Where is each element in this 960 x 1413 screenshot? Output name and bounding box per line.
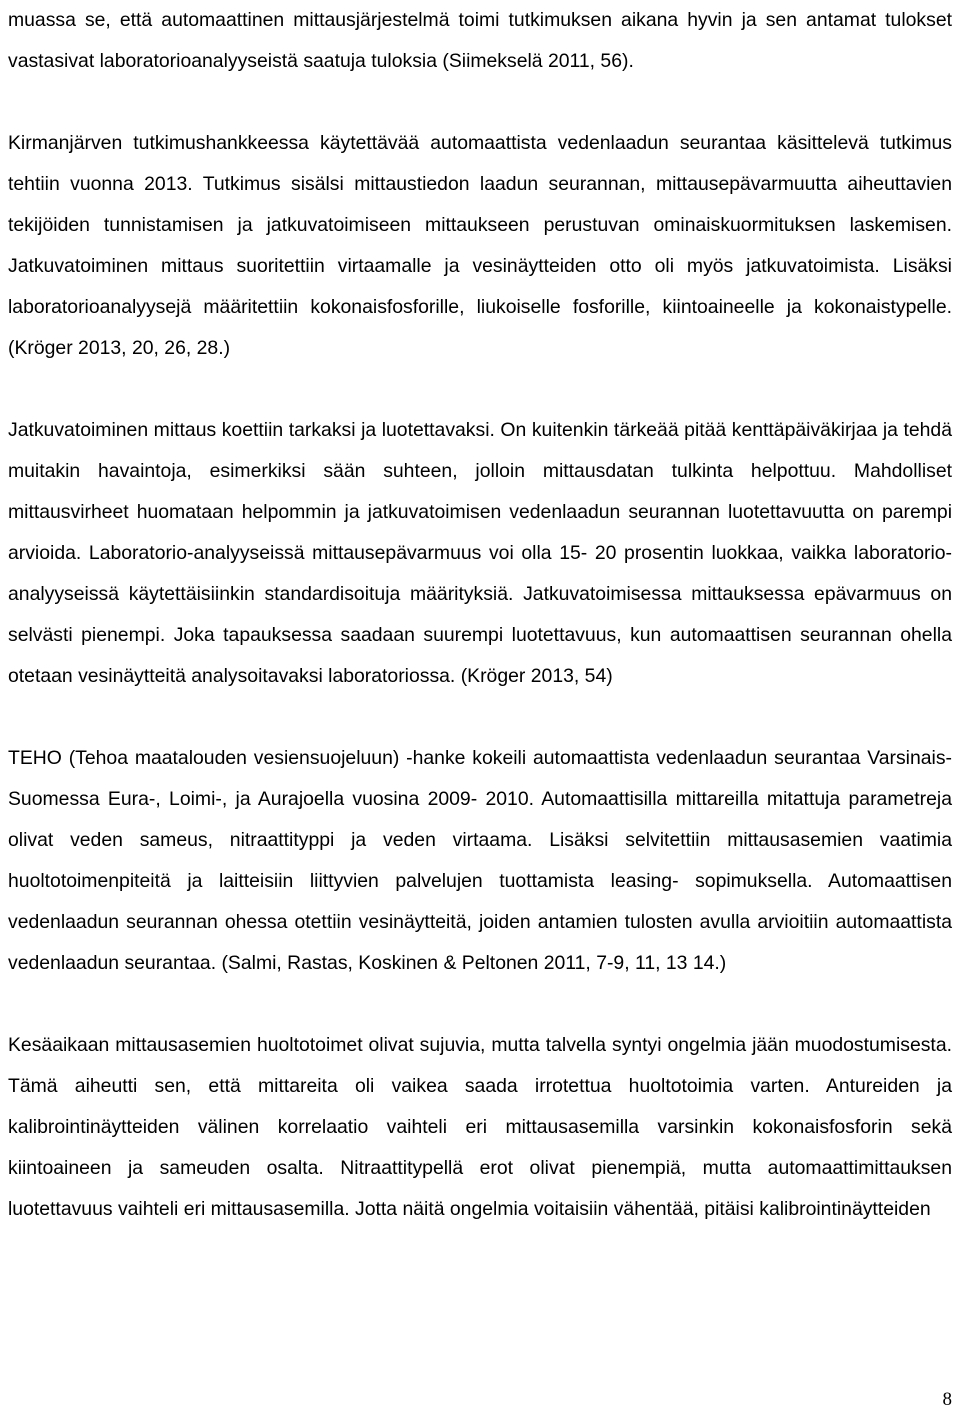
paragraph-2: Kirmanjärven tutkimushankkeessa käytettävää automaattista vedenlaadun seurantaa käsittelevä tutkimus tehtiin vuonna 2013. Tutkimus sisälsi mittaustiedon laadun seurannan, mittausepävarmuutta aiheuttavien tekijöiden tunnistamisen ja jatkuvatoimiseen mittaukseen perustuvan ominaiskuormituksen laskemisen. Jatkuvatoiminen mittaus suoritettiin virtaamalle ja vesinäytteiden otto oli myös jatkuvatoimista. Lisäksi laboratorioanalyysejä määritettiin kokonaisfosforille, liukoiselle fosforille, kiintoaineelle ja kokonaistypelle. (Kröger 2013, 20, 26, 28.)	[8, 132, 952, 359]
paragraph-4: TEHO (Tehoa maatalouden vesiensuojeluun) -hanke kokeili automaattista vedenlaadun seurantaa Varsinais- Suomessa Eura-, Loimi-, ja Aurajoella vuosina 2009- 2010. Automaattisilla mittareilla mitattuja parametreja olivat veden sameus, nitraattityppi ja veden virtaama. Lisäksi selvitettiin mittausasemien vaatimia huoltotoimenpiteitä ja laitteisiin liittyvien palvelujen tuottamista leasing- sopimuksella. Automaattisen vedenlaadun seurannan ohessa otettiin vesinäytteitä, joiden antamien tulosten avulla arvioitiin automaattista vedenlaadun seurantaa. (Salmi, Rastas, Koskinen & Peltonen 2011, 7-9, 11, 13 14.)	[8, 747, 952, 974]
page-number: 8	[942, 1389, 952, 1410]
paragraph-1: muassa se, että automaattinen mittausjärjestelmä toimi tutkimuksen aikana hyvin ja sen antamat tulokset vastasivat laboratorioanalyyseistä saatuja tuloksia (Siimekselä 2011, 56).	[8, 9, 952, 72]
document-page	[8, 0, 952, 1230]
paragraph-5: Kesäaikaan mittausasemien huoltotoimet olivat sujuvia, mutta talvella syntyi ongelmia jään muodostumisesta. Tämä aiheutti sen, että mittareita oli vaikea saada irrotettua huoltotoimia varten. Antureiden ja kalibrointinäytteiden välinen korrelaatio vaihteli eri mittausasemilla varsinkin kokonaisfosforin sekä kiintoaineen ja sameuden osalta. Nitraattitypellä erot olivat pienempiä, mutta automaattimittauksen luotettavuus vaihteli eri mittausasemilla. Jotta näitä ongelmia voitaisiin vähentää, pitäisi kalibrointinäytteiden	[8, 1034, 952, 1220]
paragraph-3: Jatkuvatoiminen mittaus koettiin tarkaksi ja luotettavaksi. On kuitenkin tärkeää pitää kenttäpäiväkirjaa ja tehdä muitakin havaintoja, esimerkiksi sään suhteen, jolloin mittausdatan tulkinta helpottuu. Mahdolliset mittausvirheet huomataan helpommin ja jatkuvatoimisen vedenlaadun seurannan luotettavuutta on parempi arvioida. Laboratorio-analyyseissä mittausepävarmuus voi olla 15- 20 prosentin luokkaa, vaikka laboratorio-analyyseissä käytettäisiinkin standardisoituja määrityksiä. Jatkuvatoimisessa mittauksessa epävarmuus on selvästi pienempi. Joka tapauksessa saadaan suurempi luotettavuus, kun automaattisen seurannan ohella otetaan vesinäytteitä analysoitavaksi laboratoriossa. (Kröger 2013, 54)	[8, 419, 952, 687]
